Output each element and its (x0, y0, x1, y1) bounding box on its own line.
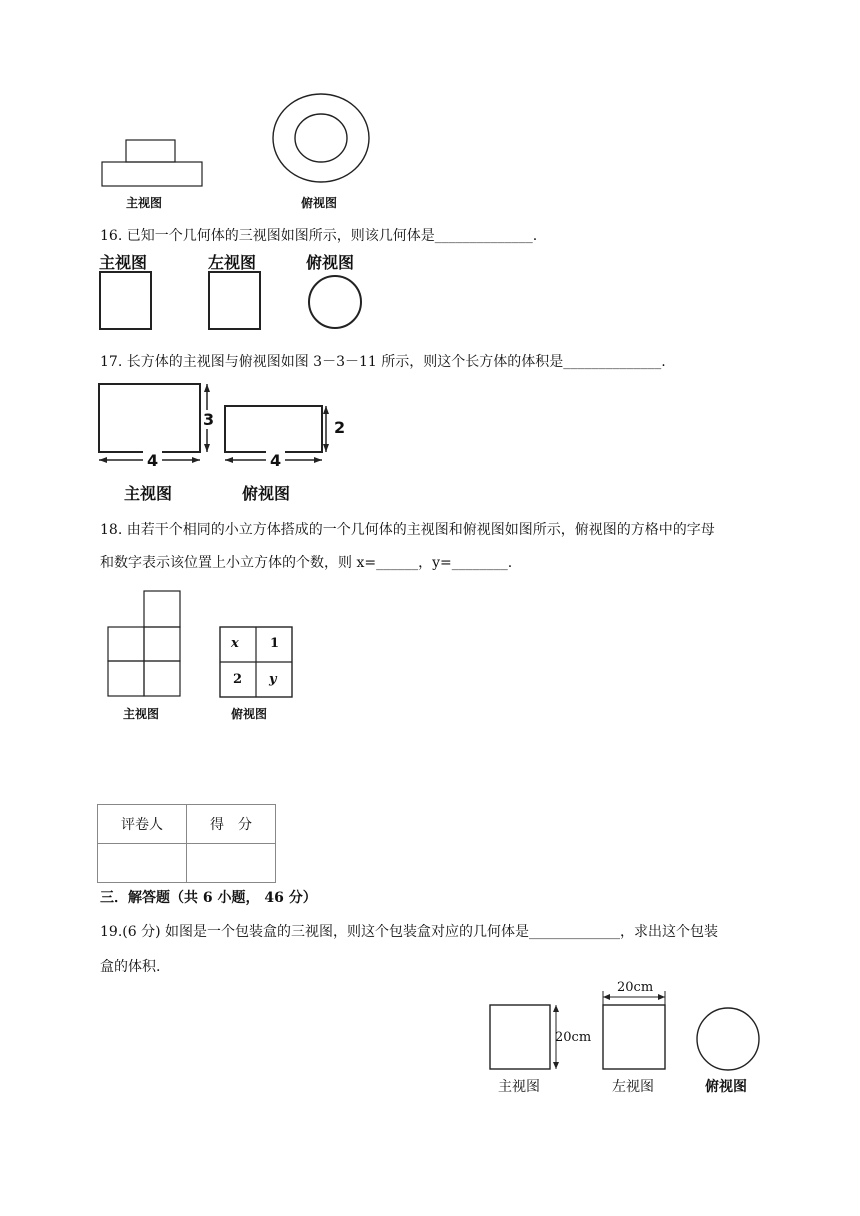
score-table (97, 804, 276, 883)
grid-cell-1: 1 (270, 636, 280, 651)
dimension-diagram (96, 380, 336, 470)
front-view-grid (106, 590, 184, 700)
score-cell[interactable] (187, 844, 276, 883)
top-view-caption: 俯视图 (705, 1079, 747, 1095)
question-19-line1: 19.(6 分) 如图是一个包装盒的三视图，则这个包装盒对应的几何体是_____________，求出这个包装 (100, 924, 718, 940)
front-view-diagram (100, 138, 204, 190)
top-view-caption: 俯视图 (306, 253, 355, 272)
left-view-square (208, 271, 262, 331)
front-height-label: 3 (203, 410, 215, 429)
section-3-heading: 三．解答题（共 6 小题， 46 分） (100, 890, 317, 906)
top-view-caption: 俯视图 (301, 196, 338, 210)
height-label: 20cm (555, 1030, 592, 1045)
grader-header: 评卷人 (98, 805, 187, 844)
front-view-caption: 主视图 (498, 1079, 540, 1095)
question-19-line2: 盒的体积. (100, 959, 161, 975)
grader-cell[interactable] (98, 844, 187, 883)
grid-cell-2: 2 (233, 672, 243, 687)
grid-cell-x: x (231, 636, 239, 651)
front-view-caption: 主视图 (124, 484, 173, 503)
front-view-caption: 主视图 (126, 196, 163, 210)
front-width-label: 4 (143, 451, 162, 470)
question-17-text: 17. 长方体的主视图与俯视图如图 3－3－11 所示，则这个长方体的体积是______________. (100, 354, 666, 370)
score-header: 得 分 (187, 805, 276, 844)
top-view-circle (307, 274, 363, 330)
top-view-caption: 俯视图 (231, 707, 268, 721)
top-view-diagram (271, 93, 373, 185)
question-18-line1: 18. 由若干个相同的小立方体搭成的一个几何体的主视图和俯视图如图所示，俯视图的方格中的字母 (100, 522, 715, 538)
front-view-caption: 主视图 (99, 253, 148, 272)
left-view-caption: 左视图 (208, 253, 257, 272)
front-view-square (99, 271, 153, 331)
top-view-caption: 俯视图 (242, 484, 291, 503)
top-view-circle (696, 1006, 762, 1072)
width-label: 20cm (617, 980, 654, 995)
left-view-caption: 左视图 (612, 1079, 654, 1095)
front-view-caption: 主视图 (123, 707, 160, 721)
top-depth-label: 2 (334, 418, 346, 437)
grid-cell-y: y (269, 672, 277, 687)
question-18-line2: 和数字表示该位置上小立方体的个数，则 x=______，y=________. (100, 555, 513, 571)
question-16-text: 16. 已知一个几何体的三视图如图所示，则该几何体是______________. (100, 228, 538, 244)
top-width-label: 4 (266, 451, 285, 470)
